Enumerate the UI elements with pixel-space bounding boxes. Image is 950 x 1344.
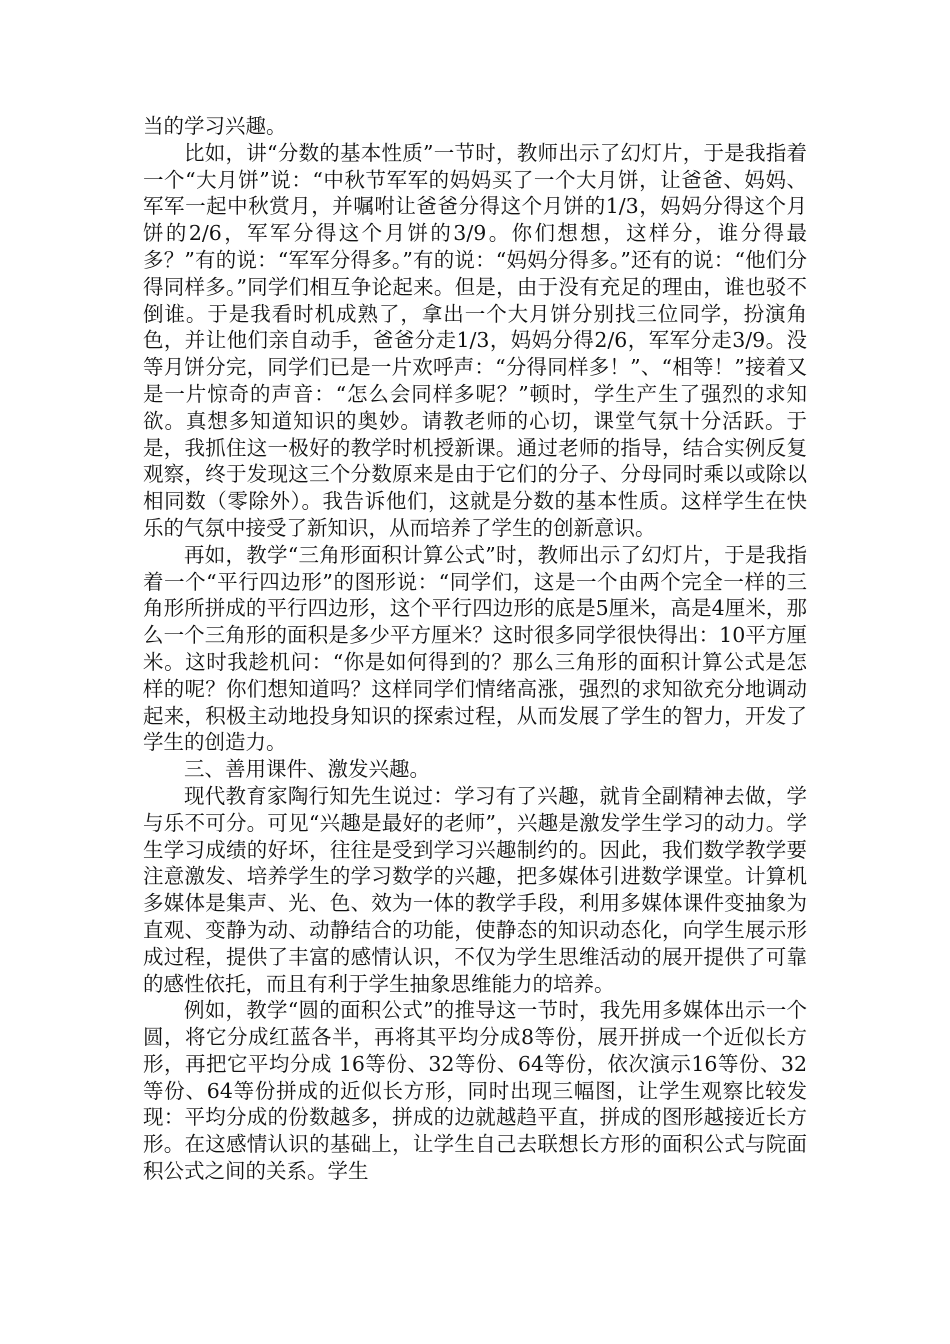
paragraph-circle-example: 例如，教学“圆的面积公式”的推导这一节时，我先用多媒体出示一个圆，将它分成红蓝各半，再将其平均分成8等份，展开拼成一个近似长方形，再把它平均分成 16等份、32等份、64等份，依次演示16等份、32等份、64等份拼成的近似长方形，同时出现三幅图，让学生观察比较发现：平均分成的份数越多，拼成的边就越趋平直，拼成的图形越接近长方形。在这感情认识的基础上，让学生自己去联想长方形的面积公式与院面积公式之间的关系。学生 bbox=[143, 998, 807, 1184]
paragraph-fraction-example: 比如，讲“分数的基本性质”一节时，教师出示了幻灯片，于是我指着一个“大月饼”说：“中秋节军军的妈妈买了一个大月饼，让爸爸、妈妈、军军一起中秋赏月，并嘱咐让爸爸分得这个月饼的1/3，妈妈分得这个月饼的2/6，军军分得这个月饼的3/9。你们想想，这样分，谁分得最多？”有的说：“军军分得多。”有的说：“妈妈分得多。”还有的说：“他们分得同样多。”同学们相互争论起来。但是，由于没有充足的理由，谁也驳不倒谁。于是我看时机成熟了，拿出一个大月饼分别找三位同学，扮演角色，并让他们亲自动手，爸爸分走1/3，妈妈分得2/6，军军分走3/9。没等月饼分完，同学们已是一片欢呼声：“分得同样多！”、“相等！”接着又是一片惊奇的声音：“怎么会同样多呢？”顿时，学生产生了强烈的求知欲。真想多知道知识的奥妙。请教老师的心切，课堂气氛十分活跃。于是，我抓住这一极好的教学时机授新课。通过老师的指导，结合实例反复观察，终于发现这三个分数原来是由于它们的分子、分母同时乘以或除以相同数（零除外）。我告诉他们，这就是分数的基本性质。这样学生在快乐的气氛中接受了新知识，从而培养了学生的创新意识。 bbox=[143, 140, 807, 540]
paragraph-multimedia: 现代教育家陶行知先生说过：学习有了兴趣，就肯全副精神去做，学与乐不可分。可见“兴趣是最好的老师”，兴趣是激发学生学习的动力。学生学习成绩的好坏，往往是受到学习兴趣制约的。因此，我们数学教学要注意激发、培养学生的学习数学的兴趣，把多媒体引进数学课堂。计算机多媒体是集声、光、色、效为一体的教学手段，利用多媒体课件变抽象为直观、变静为动、动静结合的功能，使静态的知识动态化，向学生展示形成过程，提供了丰富的感情认识，不仅为学生思维活动的展开提供了可靠的感性依托，而且有利于学生抽象思维能力的培养。 bbox=[143, 783, 807, 996]
paragraph-continuation: 当的学习兴趣。 bbox=[143, 114, 287, 138]
section-heading: 三、善用课件、激发兴趣。 bbox=[184, 757, 430, 782]
document-page bbox=[143, 113, 807, 1185]
paragraph-triangle-example: 再如，教学“三角形面积计算公式”时，教师出示了幻灯片，于是我指着一个“平行四边形”的图形说：“同学们，这是一个由两个完全一样的三角形所拼成的平行四边形，这个平行四边形的底是5厘米，高是4厘米，那么一个三角形的面积是多少平方厘米？这时很多同学很快得出：10平方厘米。这时我趁机问：“你是如何得到的？那么三角形的面积计算公式是怎样的呢？你们想知道吗？这样同学们情绪高涨，强烈的求知欲充分地调动起来，积极主动地投身知识的探索过程，从而发展了学生的智力，开发了学生的创造力。 bbox=[143, 542, 807, 755]
